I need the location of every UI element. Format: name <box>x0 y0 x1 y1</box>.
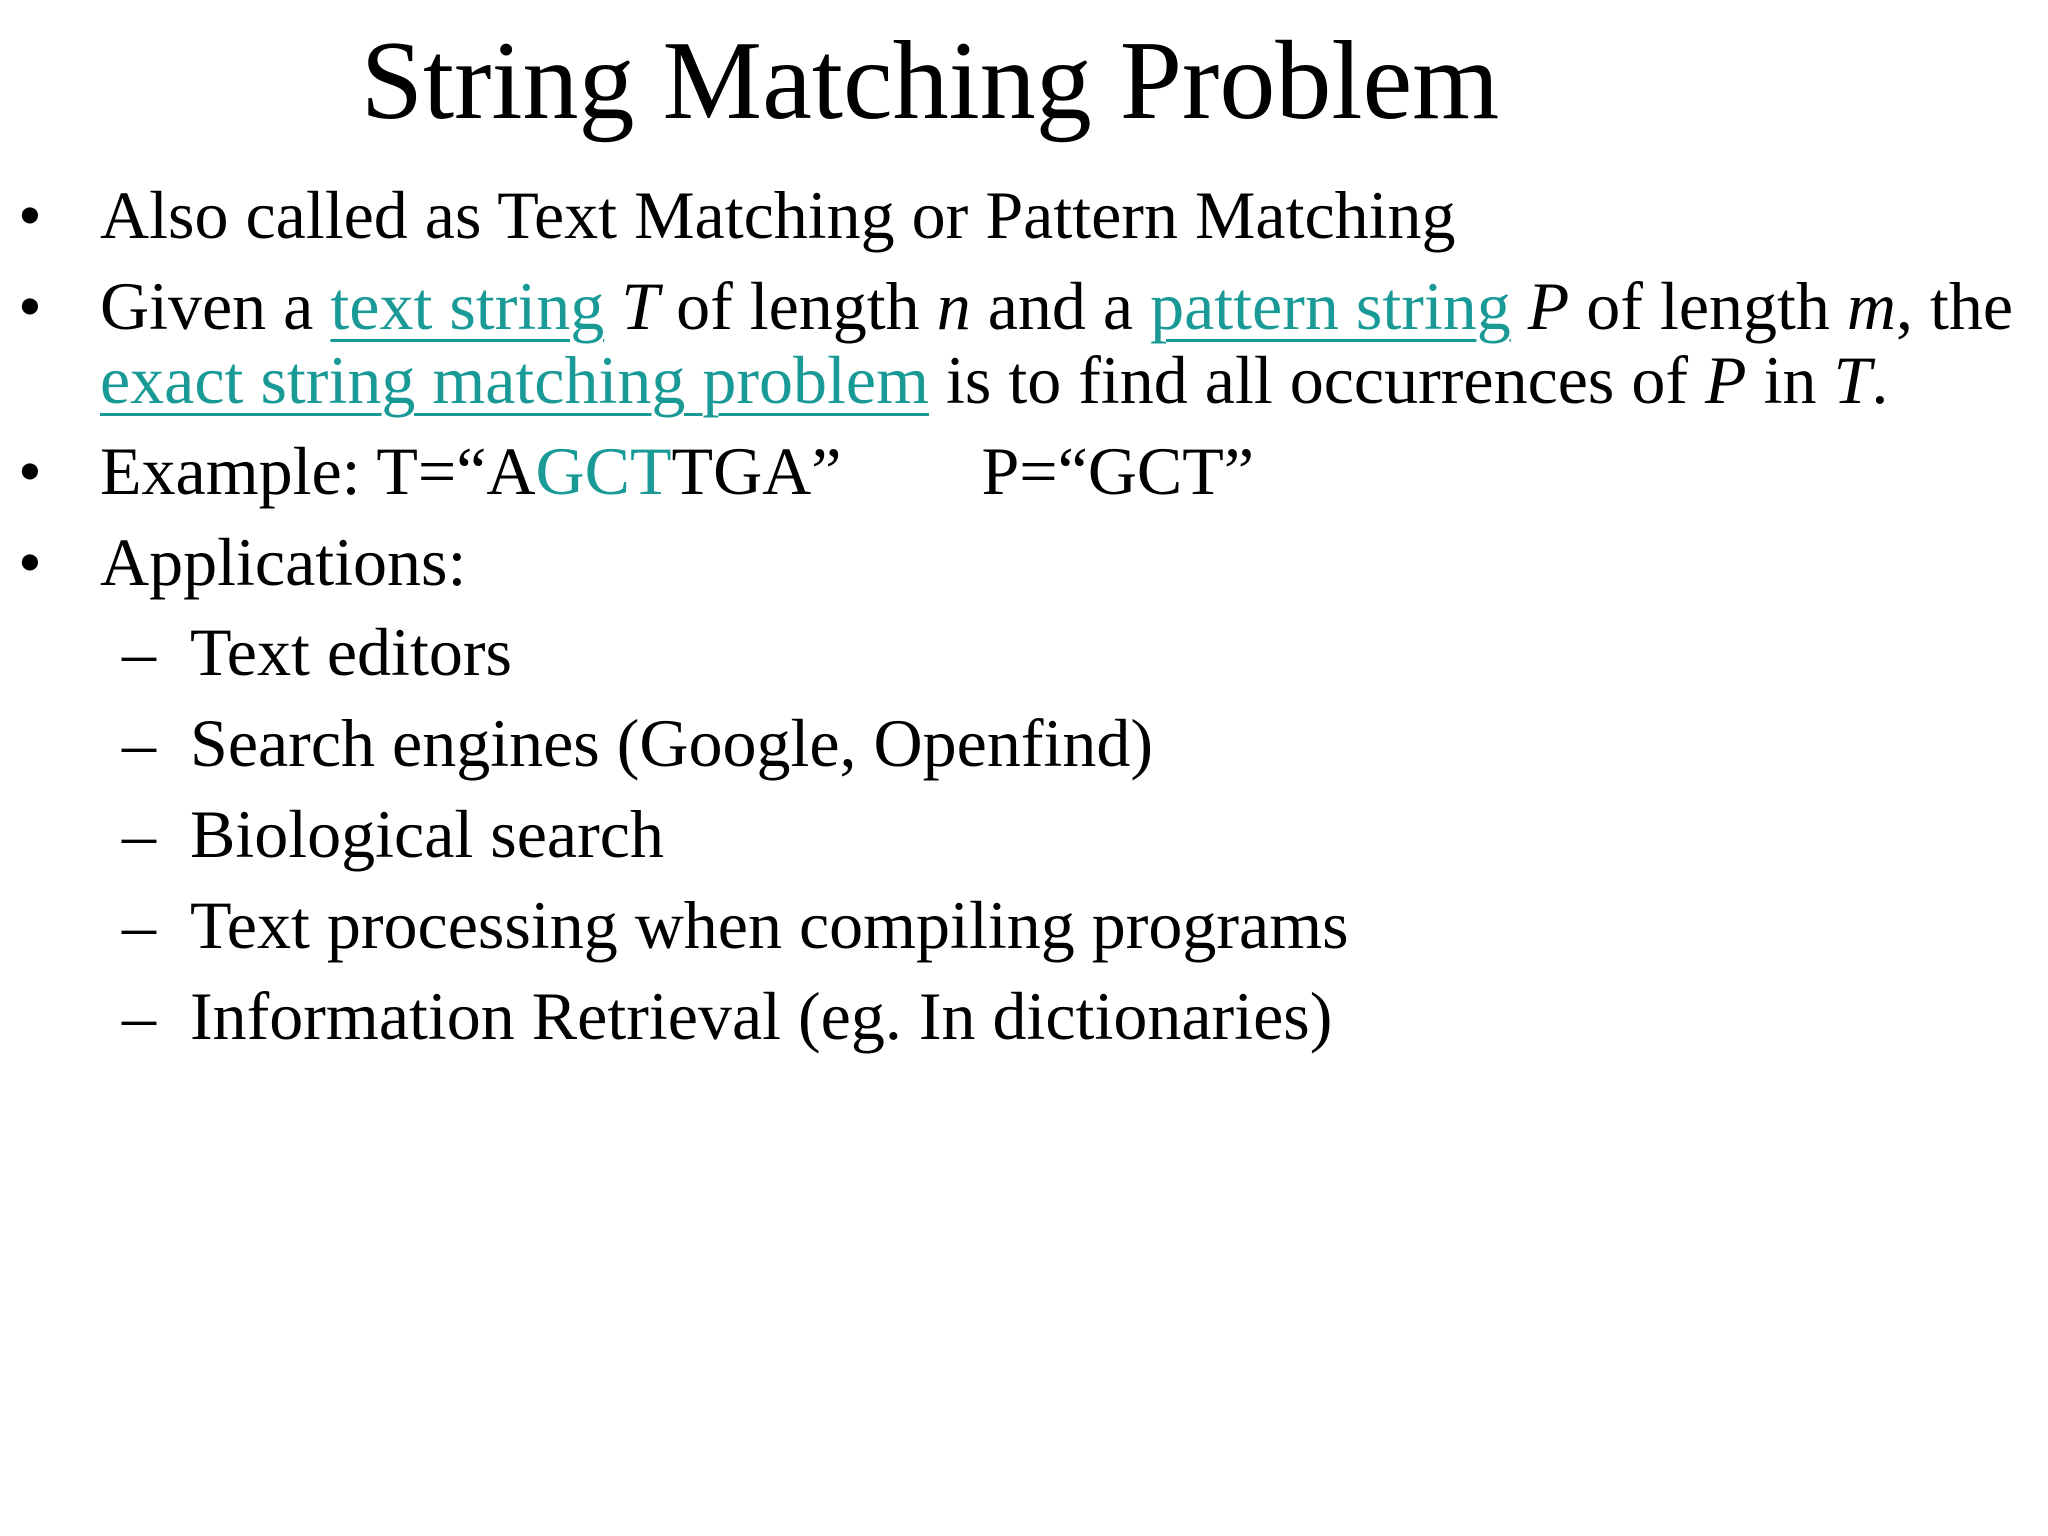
def-text: , the <box>1896 268 2014 344</box>
bullet-text: Applications: <box>100 524 467 600</box>
example-rest: TGA” <box>671 433 842 509</box>
dash-marker: – <box>122 614 156 690</box>
bullet-applications <box>0 525 2048 1053</box>
def-text: . <box>1871 342 1889 418</box>
def-text: of length <box>659 268 937 344</box>
bullet-dot: • <box>18 268 42 344</box>
var-m: m <box>1846 268 1897 344</box>
var-T: T <box>621 268 660 344</box>
def-text <box>1511 268 1528 344</box>
exact-string-matching-link[interactable]: exact string matching problem <box>100 342 929 418</box>
application-text: Search engines (Google, Openfind) <box>190 705 1154 781</box>
pattern-string-link[interactable]: pattern string <box>1150 268 1511 344</box>
bullet-dot: • <box>18 433 42 509</box>
dash-marker: – <box>122 705 156 781</box>
def-text: and a <box>970 268 1151 344</box>
application-item <box>0 706 2048 780</box>
application-text: Biological search <box>190 796 664 872</box>
example-match-highlight: GCT <box>535 433 672 509</box>
application-item <box>0 797 2048 871</box>
def-text: Given a <box>100 268 331 344</box>
application-text: Text editors <box>190 614 512 690</box>
def-text <box>604 268 621 344</box>
dash-marker: – <box>122 887 156 963</box>
bullet-example <box>0 434 2048 508</box>
var-T: T <box>1833 342 1872 418</box>
slide-title: String Matching Problem <box>360 19 1500 143</box>
application-text: Text processing when compiling programs <box>190 887 1349 963</box>
dash-marker: – <box>122 796 156 872</box>
var-P: P <box>1705 342 1747 418</box>
bullet-text: Also called as Text Matching or Pattern Matching <box>100 177 1456 253</box>
application-item <box>0 888 2048 962</box>
def-text: is to find all occurrences of <box>928 342 1706 418</box>
example-pattern: P=“GCT” <box>981 433 1254 509</box>
def-text: in <box>1746 342 1834 418</box>
bullet-list <box>0 178 2048 1070</box>
text-string-link[interactable]: text string <box>330 268 605 344</box>
bullet-also-called <box>0 178 2048 252</box>
application-text: Information Retrieval (eg. In dictionaries) <box>190 978 1333 1054</box>
var-P: P <box>1527 268 1570 344</box>
applications-list <box>100 615 2048 1053</box>
bullet-dot: • <box>18 524 42 600</box>
dash-marker: – <box>122 978 156 1054</box>
bullet-definition <box>0 269 2048 417</box>
bullet-dot: • <box>18 177 42 253</box>
var-n: n <box>936 268 971 344</box>
example-label: Example: T=“A <box>100 433 536 509</box>
def-text: of length <box>1569 268 1847 344</box>
application-item <box>0 979 2048 1053</box>
application-item <box>0 615 2048 689</box>
